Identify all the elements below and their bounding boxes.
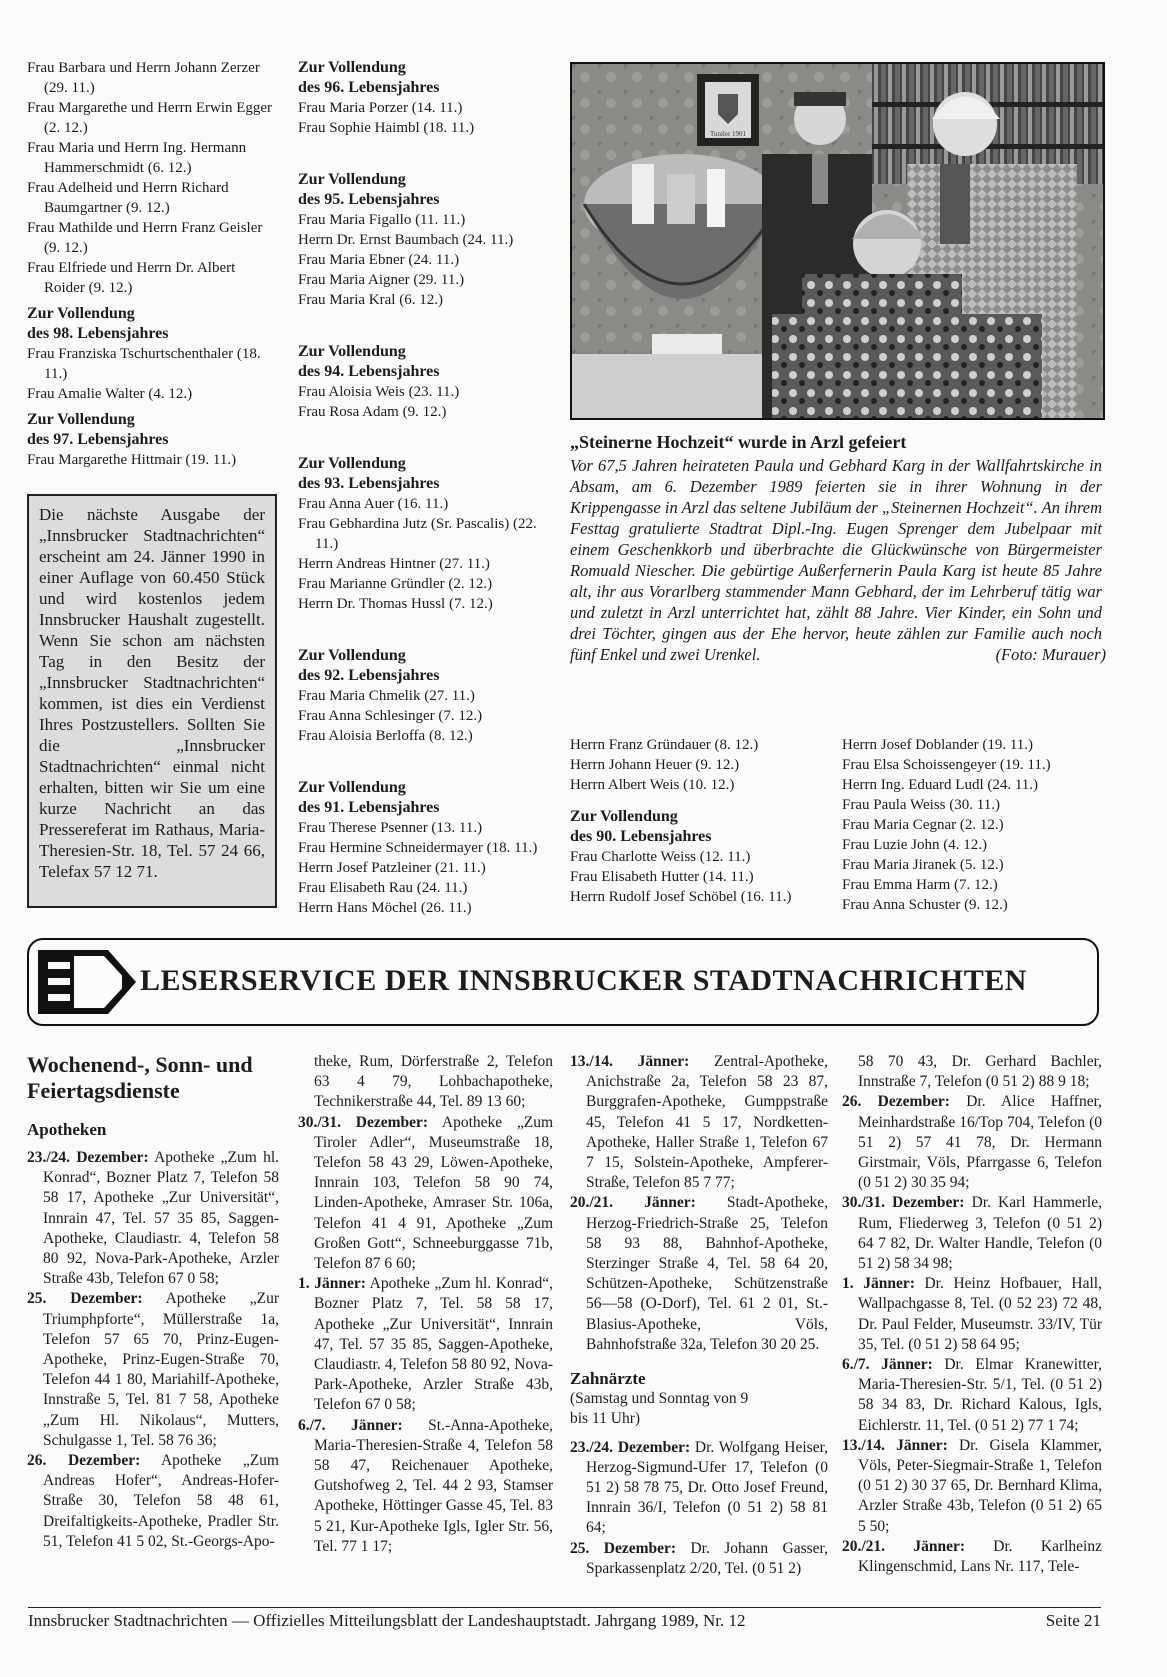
section-title: Wochenend-, Sonn- und Feiertagsdienste <box>27 1052 253 1103</box>
section-heading: des 98. Lebensjahres <box>27 325 169 342</box>
jubilee-column-4 <box>842 735 1104 915</box>
list-item: Frau Maria Figallo (11. 11.) <box>298 212 466 228</box>
photo-credit: (Foto: Murauer) <box>995 645 1106 664</box>
banner-title: LESERSERVICE DER INNSBRUCKER STADTNACHRICHTEN <box>140 964 1027 997</box>
list-item: Frau Maria Chmelik (27. 11.) <box>298 688 475 704</box>
zahnaerzte-heading: Zahnärzte <box>570 1369 646 1389</box>
section-heading: Zur Vollendung <box>298 59 406 76</box>
section-heading: Zur Vollendung <box>570 808 678 825</box>
list-item: Herrn Franz Gründauer (8. 12.) <box>570 737 759 753</box>
section-heading: des 95. Lebensjahres <box>298 191 440 208</box>
list-item: Frau Charlotte Weiss (12. 11.) <box>570 849 751 865</box>
section-heading: des 96. Lebensjahres <box>298 79 440 96</box>
list-item: Frau Maria Jiranek (5. 12.) <box>842 857 1004 873</box>
list-item: Frau Maria Porzer (14. 11.) <box>298 100 463 116</box>
list-item: Frau Franziska Tschurtschenthaler (18. 11.) <box>27 346 261 382</box>
service-entry: 26. Dezember: Apotheke „Zum Andreas Hofer“, Andreas-Hofer-Straße 30, Telefon 58 48 61, Dreifaltigkeits-Apotheke, Pradler Str. 51, Telefon 41 5 02, St.-Georgs-Apo- <box>27 1452 279 1550</box>
list-item: Frau Elisabeth Hutter (14. 11.) <box>570 869 754 885</box>
list-item: Frau Anna Schuster (9. 12.) <box>842 897 1008 913</box>
section-heading: des 90. Lebensjahres <box>570 828 712 845</box>
jubilee-column-2 <box>298 58 556 918</box>
service-entry: 1. Jänner: Dr. Heinz Hofbauer, Hall, Wallpachgasse 8, Tel. (0 52 23) 72 48, Dr. Paul Felder, Museumstr. 33/IV, Tür 35, Tel. (0 51 2) 58 64 95; <box>842 1275 1102 1353</box>
list-item: Frau Maria und Herrn Ing. Hermann Hammerschmidt (6. 12.) <box>27 140 247 176</box>
section-heading: des 92. Lebensjahres <box>298 667 440 684</box>
service-entry: 23./24. Dezember: Dr. Wolfgang Heiser, Herzog-Sigmund-Ufer 17, Telefon (0 51 2) 58 78 75, Dr. Otto Josef Freund, Innrain 36/I, Telefon (0 51 2) 58 81 64; <box>570 1438 828 1537</box>
list-item: Herrn Rudolf Josef Schöbel (16. 11.) <box>570 889 792 905</box>
section-heading: Zur Vollendung <box>27 411 135 428</box>
zahnaerzte-hours: (Samstag und Sonntag von 9 bis 11 Uhr) <box>570 1390 749 1428</box>
service-entry: 25. Dezember: Dr. Johann Gasser, Sparkassenplatz 2/20, Tel. (0 51 2) <box>570 1539 828 1577</box>
service-column-3 <box>570 1052 828 1579</box>
service-column-1 <box>27 1052 279 1552</box>
service-column-4 <box>842 1052 1102 1577</box>
section-heading: des 91. Lebensjahres <box>298 799 440 816</box>
service-entry: 26. Dezember: Dr. Alice Haffner, Meinhardstraße 16/Top 704, Telefon (0 51 2) 57 41 78, Dr. Hermann Girstmair, Völs, Pfarrgasse 6, Telefon (0 51 2) 30 35 94; <box>842 1093 1102 1192</box>
list-item: Frau Margarethe und Herrn Erwin Egger (2. 12.) <box>27 100 273 136</box>
list-item: Frau Maria Ebner (24. 11.) <box>298 252 460 268</box>
list-item: Frau Luzie John (4. 12.) <box>842 837 987 853</box>
service-entry: 13./14. Jänner: Dr. Gisela Klammer, Völs, Peter-Siegmair-Straße 1, Telefon (0 51 2) 30 37 65, Dr. Bernhard Klima, Arzler Straße 43b, Telefon (0 51 2) 65 5 50; <box>842 1436 1103 1535</box>
service-entry: 13./14. Jänner: Zentral-Apotheke, Anichstraße 2a, Telefon 58 23 87, Burggrafen-Apotheke, Gumppstraße 45, Telefon 41 5 17, Nordketten-Apotheke, Haller Straße 1, Telefon 67 7 15, Solstein-Apotheke, Ampferer-Straße, Telefon 85 7 77; <box>570 1053 828 1192</box>
section-heading: Zur Vollendung <box>298 647 406 664</box>
list-item: Frau Maria Kral (6. 12.) <box>298 292 443 308</box>
couples-list <box>27 58 279 298</box>
photo-illustration <box>572 64 1103 418</box>
service-entry: 20./21. Jänner: Dr. Karlheinz Klingenschmid, Lans Nr. 117, Tele- <box>842 1537 1102 1576</box>
service-entry: 6./7. Jänner: Dr. Elmar Kranewitter, Maria-Theresien-Str. 5/1, Tel. (0 51 2) 58 34 83, Dr. Richard Kalous, Igls, Eichlerstr. 11, Tel. (0 51 2) 77 1 74; <box>842 1356 1102 1434</box>
list-item: Frau Mathilde und Herrn Franz Geisler (9. 12.) <box>27 220 263 256</box>
caption-body: Vor 67,5 Jahren heirateten Paula und Gebhard Karg in der Wallfahrtskirche in Absam, am 6. Dezember 1989 feierten sie in ihrer Wohnung in der Krippengasse in Arzl das seltene Jubiläum der „Steinernen Hochzeit“. An ihrem Festtag gratulierte Stadtrat Dipl.-Ing. Eugen Sprenger dem Jubelpaar mit einem Geschenkkorb und überbrachte die Glückwünsche von Bürgermeister Romuald Niescher. Die gebürtige Außerfernerin Paula Karg ist heute 85 Jahre alt, ihr aus Vorarlberg stammender Mann Gebhard, der im Lehrberuf tätig war und zuletzt in Arzl unterrichtet hat, zählt 88 Jahre. Vier Kinder, ein Sohn und drei Töchter, gingen aus der Ehe hervor, heute zählen zur Familie auch noch fünf Enkel und zwei Urenkel. <box>570 456 1102 664</box>
pointer-logo-icon <box>38 950 138 1014</box>
service-entry: 6./7. Jänner: St.-Anna-Apotheke, Maria-Theresien-Straße 4, Telefon 58 58 47, Reichenauer Apotheke, Gutshofweg 2, Tel. 44 2 93, Stamser Apotheke, Höttinger Gasse 45, Tel. 83 5 21, Kur-Apotheke Igls, Igler Str. 56, Tel. 77 1 17; <box>298 1416 553 1555</box>
section-heading: Zur Vollendung <box>298 171 406 188</box>
list-item: Frau Adelheid und Herrn Richard Baumgartner (9. 12.) <box>27 180 229 216</box>
list-item: Frau Elfriede und Herrn Dr. Albert Roider (9. 12.) <box>27 260 236 296</box>
list-item: Herrn Ing. Eduard Ludl (24. 11.) <box>842 777 1039 793</box>
list-item: Frau Gebhardina Jutz (Sr. Pascalis) (22. 11.) <box>298 516 537 552</box>
list-item: Frau Anna Schlesinger (7. 12.) <box>298 708 483 724</box>
page-number: Seite 21 <box>1045 1611 1101 1630</box>
section-heading: Zur Vollendung <box>298 779 406 796</box>
list-item: Herrn Hans Möchel (26. 11.) <box>298 900 472 916</box>
apotheken-heading: Apotheken <box>27 1120 107 1139</box>
service-entry: 30./31. Dezember: Apotheke „Zum Tiroler Adler“, Museumstraße 18, Telefon 58 43 29, Löwen-Apotheke, Innrain 103, Telefon 58 90 74, Linden-Apotheke, Amraser Str. 106a, Telefon 41 4 91, Apotheke „Zum Großen Gott“, Schneeburggasse 71b, Telefon 87 6 60; <box>298 1113 554 1273</box>
service-column-2 <box>298 1052 553 1557</box>
section-heading: des 93. Lebensjahres <box>298 475 440 492</box>
anniversary-photo <box>570 62 1105 420</box>
service-entry: theke, Rum, Dörferstraße 2, Telefon 63 4 79, Lohbachapotheke, Technikerstraße 44, Tel. 89 13 60; <box>314 1053 553 1111</box>
page-footer <box>28 1607 1101 1631</box>
list-item: Frau Sophie Haimbl (18. 11.) <box>298 120 475 136</box>
jubilee-column-1 <box>27 58 279 470</box>
footer-text: Innsbrucker Stadtnachrichten — Offizielles Mitteilungsblatt der Landeshauptstadt. Jahrgang 1989, Nr. 12 <box>28 1611 746 1630</box>
list-item: Frau Amalie Walter (4. 12.) <box>27 386 193 402</box>
list-item: Frau Elisabeth Rau (24. 11.) <box>298 880 468 896</box>
service-entry: 58 70 43, Dr. Gerhard Bachler, Innstraße 7, Telefon (0 51 2) 88 9 18; <box>858 1053 1102 1091</box>
list-item: Frau Barbara und Herrn Johann Zerzer (29. 11.) <box>27 60 260 96</box>
list-item: Frau Aloisia Berloffa (8. 12.) <box>298 728 473 744</box>
next-issue-notice: Die nächste Ausgabe der „Innsbrucker Stadtnachrichten“ erscheint am 24. Jänner 1990 in einer Auflage von 60.450 Stück und wird kostenlos jedem Innsbrucker Haushalt zugestellt. Wenn Sie schon am nächsten Tag in den Besitz der „Innsbrucker Stadtnachrichten“ kommen, ist dies ein Verdienst Ihres Postzustellers. Sollten Sie die „Innsbrucker Stadtnachrichten“ einmal nicht erhalten, bitten wir Sie um eine kurze Nachricht an das Pressereferat im Rathaus, Maria-Theresien-Str. 18, Tel. 57 24 66, Telefax 57 12 71. <box>27 494 277 908</box>
list-item: Frau Paula Weiss (30. 11.) <box>842 797 1000 813</box>
section-heading: Zur Vollendung <box>298 343 406 360</box>
service-entry: 20./21. Jänner: Stadt-Apotheke, Herzog-Friedrich-Straße 25, Telefon 58 93 88, Bahnhof-Apotheke, Sterzinger Straße 4, Tel. 58 64 20, Schützen-Apotheke, Schützenstraße 56—58 (O-Dorf), Tel. 61 2 01, St.-Blasius-Apotheke, Völs, Bahnhofstraße 32a, Telefon 30 20 25. <box>570 1194 828 1353</box>
list-item: Frau Therese Psenner (13. 11.) <box>298 820 483 836</box>
list-item: Frau Anna Auer (16. 11.) <box>298 496 449 512</box>
frame-inscription: Tuniler 1901 <box>709 130 747 138</box>
caption-text <box>570 455 1106 665</box>
list-item: Herrn Andreas Hintner (27. 11.) <box>298 556 490 572</box>
list-item: Frau Marianne Gründler (2. 12.) <box>298 576 493 592</box>
section-heading: des 97. Lebensjahres <box>27 431 169 448</box>
list-item: Frau Maria Cegnar (2. 12.) <box>842 817 1004 833</box>
list-item: Frau Margarethe Hittmair (19. 11.) <box>27 452 237 468</box>
list-item: Frau Rosa Adam (9. 12.) <box>298 404 447 420</box>
list-item: Herrn Dr. Ernst Baumbach (24. 11.) <box>298 232 514 248</box>
service-entry: 23./24. Dezember: Apotheke „Zum hl. Konrad“, Bozner Platz 7, Telefon 58 58 17, Apotheke „Zur Universität“, Innrain 47, Tel. 57 35 85, Saggen-Apotheke, Claudiastr. 4, Telefon 58 80 92, Nova-Park-Apotheke, Arzler Straße 43b, Telefon 67 0 58; <box>27 1149 279 1288</box>
caption-title: „Steinerne Hochzeit“ wurde in Arzl gefeiert <box>570 432 907 452</box>
section-heading: des 94. Lebensjahres <box>298 363 440 380</box>
jubilee-column-3 <box>570 735 835 907</box>
list-item: Frau Elsa Schoissengeyer (19. 11.) <box>842 757 1051 773</box>
list-item: Frau Aloisia Weis (23. 11.) <box>298 384 460 400</box>
list-item: Herrn Josef Patzleiner (21. 11.) <box>298 860 486 876</box>
list-item: Frau Emma Harm (7. 12.) <box>842 877 998 893</box>
list-item: Herrn Dr. Thomas Hussl (7. 12.) <box>298 596 493 612</box>
service-entry: 25. Dezember: Apotheke „Zur Triumphpforte“, Müllerstraße 1a, Telefon 57 65 70, Prinz-Eugen-Apotheke, Prinz-Eugen-Straße 70, Telefon 44 1 80, Mariahilf-Apotheke, Innstraße 5, Tel. 81 7 58, Apotheke „Zum Hl. Nikolaus“, Mutters, Schulgasse 1, Tel. 58 76 36; <box>27 1290 279 1449</box>
list-item: Herrn Johann Heuer (9. 12.) <box>570 757 740 773</box>
service-entry: 30./31. Dezember: Dr. Karl Hammerle, Rum, Fliederweg 3, Telefon (0 51 2) 64 7 82, Dr. Walter Handle, Telefon (0 51 2) 58 34 98; <box>842 1194 1102 1273</box>
list-item: Herrn Albert Weis (10. 12.) <box>570 777 735 793</box>
section-heading: Zur Vollendung <box>298 455 406 472</box>
list-item: Herrn Josef Doblander (19. 11.) <box>842 737 1034 753</box>
section-heading: Zur Vollendung <box>27 305 135 322</box>
service-entry: 1. Jänner: Apotheke „Zum hl. Konrad“, Bozner Platz 7, Tel. 58 58 17, Apotheke „Zur Universität“, Innrain 47, Tel. 57 35 85, Saggen-Apotheke, Claudiastr. 4, Telefon 58 80 92, Nova-Park-Apotheke, Arzler Straße 43b, Telefon 67 0 58; <box>298 1275 553 1414</box>
list-item: Frau Maria Aigner (29. 11.) <box>298 272 465 288</box>
list-item: Frau Hermine Schneidermayer (18. 11.) <box>298 840 538 856</box>
